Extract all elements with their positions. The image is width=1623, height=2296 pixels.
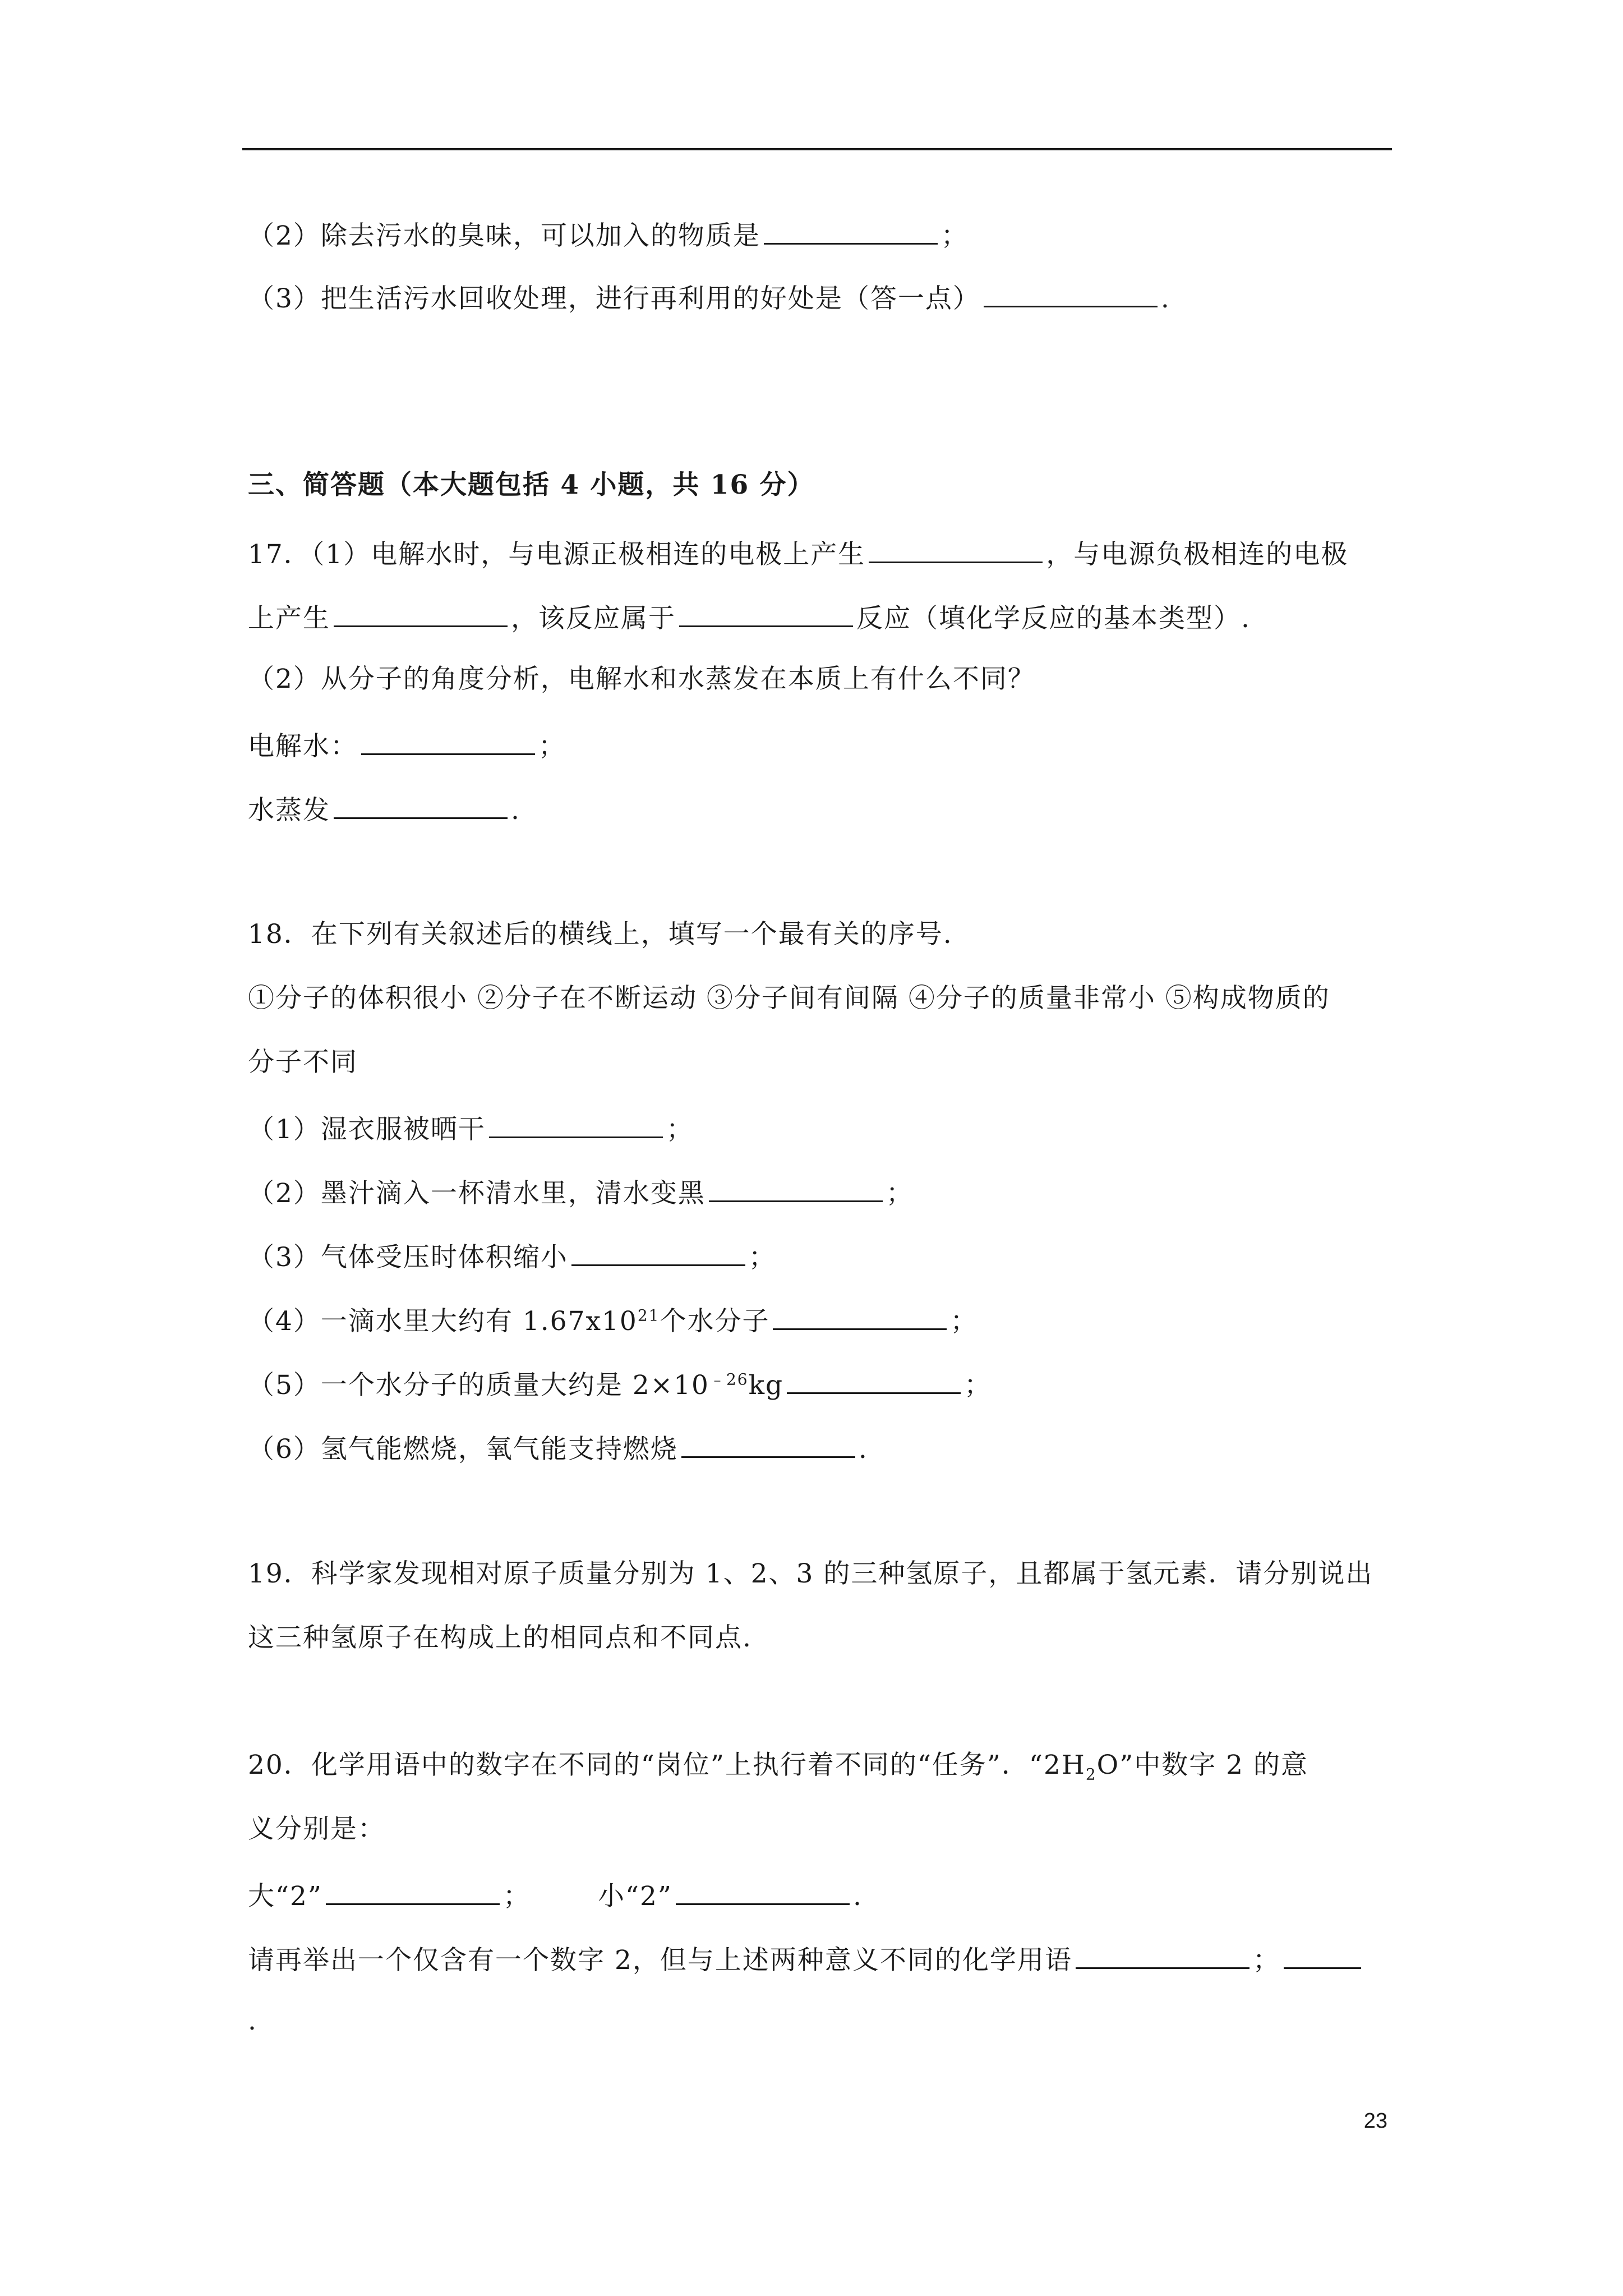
q18-item2-end: ； [886, 1178, 914, 1209]
q17-line5 [248, 790, 520, 827]
page-number: 23 [1363, 2109, 1387, 2133]
q16-part3-text: （3）把生活污水回收处理，进行再利用的好处是（答一点） [248, 283, 980, 314]
q17-line3: （2）从分子的角度分析，电解水和水蒸发在本质上有什么不同？ [248, 664, 1035, 694]
q18-item5-end: ； [964, 1370, 992, 1401]
q18-item1-blank[interactable] [489, 1110, 663, 1138]
q18-item4 [248, 1301, 978, 1338]
q20-line1 [248, 1749, 1308, 1782]
q16-part3-line [248, 279, 1170, 316]
q20-big2-blank[interactable] [326, 1876, 500, 1905]
q18-item2-blank[interactable] [709, 1174, 883, 1202]
q16-part2-line [248, 216, 969, 253]
q19-line2: 这三种氢原子在构成上的相同点和不同点. [248, 1622, 752, 1653]
q20-line3 [248, 1876, 863, 1913]
q18-item4-text-a: （4）一滴水里大约有 1.67x10 [248, 1306, 638, 1337]
q16-part3-blank[interactable] [984, 279, 1158, 307]
q16-part2-text: （2）除去污水的臭味，可以加入的物质是 [248, 220, 760, 251]
q18-item5-text-b: kg [748, 1370, 784, 1401]
q18-item3 [248, 1237, 776, 1274]
q18-item6-end: . [858, 1434, 868, 1465]
q18-intro: 18．在下列有关叙述后的横线上，填写一个最有关的序号. [248, 919, 953, 950]
q17-anode-blank[interactable] [869, 535, 1043, 563]
section3-heading: 三、简答题（本大题包括 4 小题，共 16 分） [248, 470, 815, 500]
q20-big2-label: 大“2” [248, 1881, 322, 1912]
q20-formula-subscript: 2 [1085, 1765, 1097, 1784]
q18-item1 [248, 1110, 694, 1147]
q18-item2-text: （2）墨汁滴入一杯清水里，清水变黑 [248, 1178, 706, 1209]
q18-item3-blank[interactable] [571, 1237, 745, 1266]
q17-line5-end: . [511, 795, 520, 826]
q18-item3-end: ； [748, 1242, 776, 1273]
q18-item5-blank[interactable] [787, 1365, 961, 1394]
q20-meaning-blank[interactable] [1284, 1940, 1361, 1969]
q18-item1-text: （1）湿衣服被晒干 [248, 1114, 486, 1145]
q17-evaporation-blank[interactable] [334, 790, 508, 819]
q16-part2-end: ； [940, 220, 969, 251]
q20-line5: . [248, 2005, 257, 2036]
q17-line1 [248, 535, 1348, 572]
q17-electrolysis-label: 电解水： [248, 731, 358, 762]
q19-line1: 19．科学家发现相对原子质量分别为 1、2、3 的三种氢原子，且都属于氢元素．请分别说出 [248, 1558, 1373, 1589]
q16-part3-end: . [1160, 283, 1170, 314]
header-rule [242, 148, 1392, 150]
q18-item5 [248, 1365, 992, 1402]
q17-line4 [248, 726, 566, 763]
q18-item4-exponent: 21 [637, 1306, 660, 1325]
q17-line2-text-b: ，该反应属于 [511, 603, 676, 634]
q18-item6-blank[interactable] [681, 1429, 855, 1458]
q20-small2-blank[interactable] [676, 1876, 850, 1905]
q18-item6-text: （6）氢气能燃烧，氧气能支持燃烧 [248, 1434, 678, 1465]
q20-line4-text: 请再举出一个仅含有一个数字 2，但与上述两种意义不同的化学用语 [248, 1945, 1072, 1976]
q17-line1-text-a: 17．（1）电解水时，与电源正极相连的电极上产生 [248, 539, 866, 570]
q17-line2-text-a: 上产生 [248, 603, 330, 634]
q18-item3-text: （3）气体受压时体积缩小 [248, 1242, 568, 1273]
q18-item5-exponent: ﹣26 [709, 1370, 749, 1389]
q18-item2 [248, 1174, 914, 1211]
q20-small2-end: . [852, 1881, 863, 1912]
q17-evaporation-label: 水蒸发 [248, 795, 330, 826]
q17-line4-end: ； [538, 731, 566, 762]
q20-expression-blank[interactable] [1076, 1940, 1249, 1969]
q17-line2 [248, 599, 1251, 636]
q18-item6 [248, 1429, 868, 1466]
q18-item5-text-a: （5）一个水分子的质量大约是 2×10 [248, 1370, 709, 1401]
q20-line1-text-a: 20．化学用语中的数字在不同的“岗位”上执行着不同的“任务”．“2H [248, 1750, 1086, 1780]
q17-reaction-type-blank[interactable] [679, 599, 853, 627]
q18-item4-text-b: 个水分子 [660, 1306, 770, 1337]
q17-cathode-blank[interactable] [334, 599, 508, 627]
q18-item1-end: ； [666, 1114, 694, 1145]
q18-options: ①分子的体积很小 ②分子在不断运动 ③分子间有间隔 ④分子的质量非常小 ⑤构成物质的 [248, 983, 1330, 1014]
q20-small2-label: 小“2” [597, 1881, 672, 1912]
q18-item4-end: ； [950, 1306, 978, 1337]
q16-part2-blank[interactable] [764, 216, 938, 245]
q20-big2-end: ； [502, 1881, 531, 1912]
q20-line4-sep: ； [1252, 1945, 1280, 1976]
q20-line1-text-b: O”中数字 2 的意 [1096, 1750, 1309, 1780]
q17-electrolysis-blank[interactable] [361, 726, 535, 755]
q18-item4-blank[interactable] [773, 1301, 947, 1330]
q20-line4 [248, 1940, 1364, 1977]
q17-line1-text-b: ，与电源负极相连的电极 [1046, 539, 1349, 570]
q20-line2: 义分别是： [248, 1814, 385, 1844]
q17-line2-text-c: 反应（填化学反应的基本类型）. [856, 603, 1251, 634]
q18-options-cont: 分子不同 [248, 1047, 358, 1078]
